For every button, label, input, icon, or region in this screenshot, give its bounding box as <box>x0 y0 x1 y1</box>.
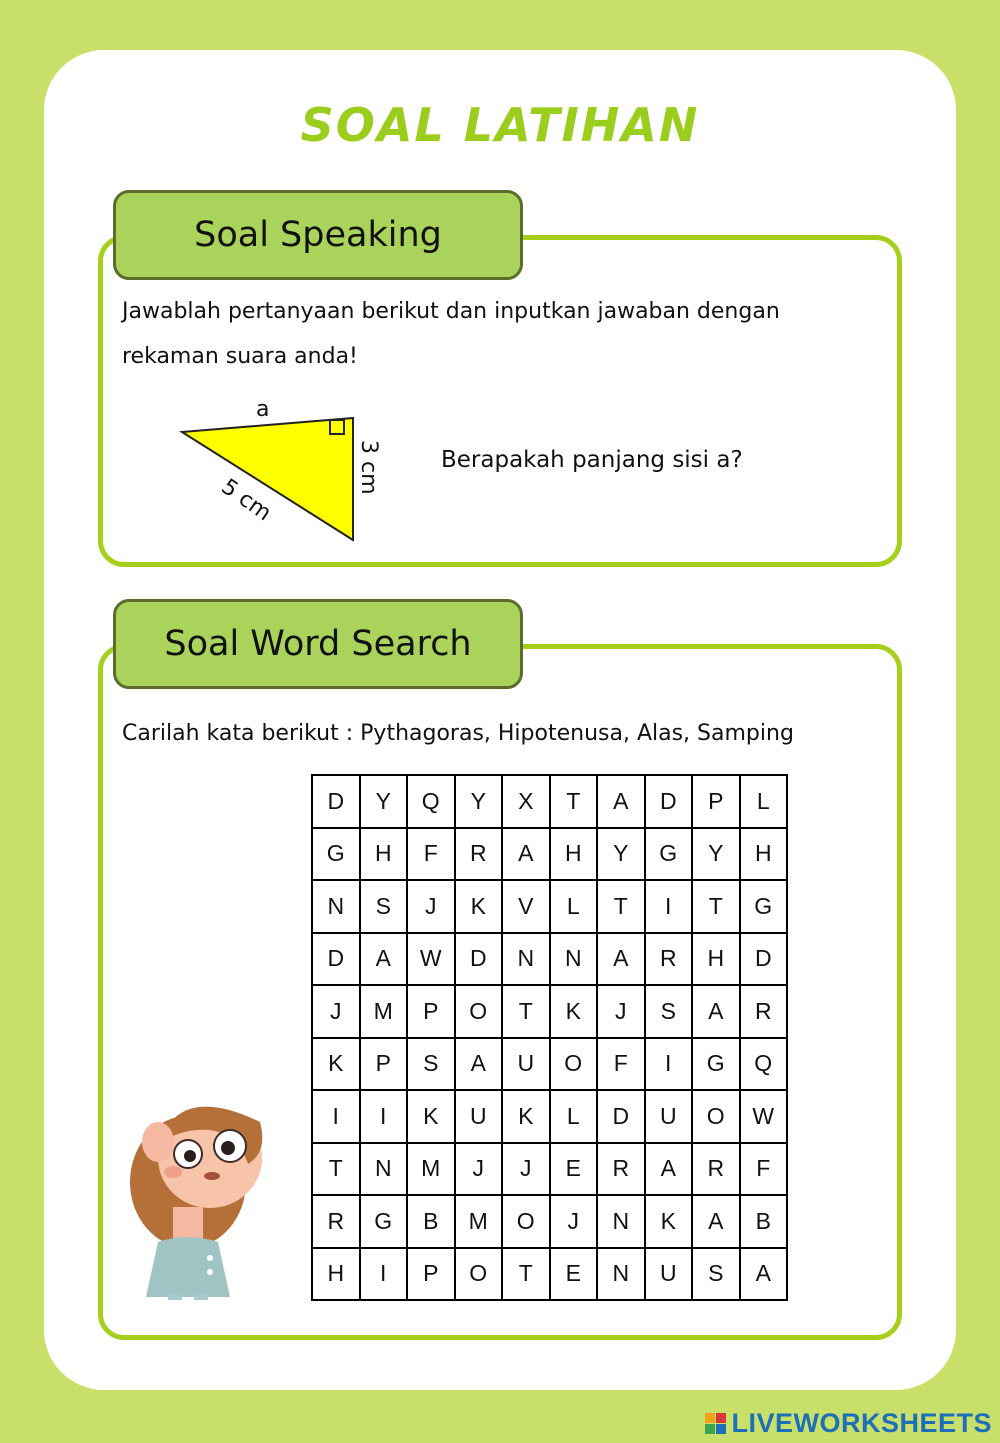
grid-cell[interactable]: U <box>645 1090 693 1143</box>
grid-cell[interactable]: O <box>550 1038 598 1091</box>
grid-cell[interactable]: G <box>740 880 788 933</box>
grid-cell[interactable]: B <box>407 1195 455 1248</box>
speaking-question: Berapakah panjang sisi a? <box>441 447 743 473</box>
grid-row <box>312 1195 787 1248</box>
grid-cell[interactable]: O <box>455 1248 503 1301</box>
wordsearch-instruction: Carilah kata berikut : Pythagoras, Hipotenusa, Alas, Samping <box>122 721 794 746</box>
grid-cell[interactable]: N <box>312 880 360 933</box>
grid-row <box>312 1038 787 1091</box>
grid-cell[interactable]: B <box>740 1195 788 1248</box>
grid-cell[interactable]: F <box>407 828 455 881</box>
wordsearch-tab <box>113 599 523 689</box>
grid-cell[interactable]: T <box>692 880 740 933</box>
grid-cell[interactable]: A <box>692 985 740 1038</box>
grid-cell[interactable]: G <box>360 1195 408 1248</box>
triangle-label-hyp: 5 cm <box>216 474 276 527</box>
grid-cell[interactable]: N <box>550 933 598 986</box>
grid-cell[interactable]: T <box>502 1248 550 1301</box>
grid-row <box>312 985 787 1038</box>
grid-cell[interactable]: I <box>645 1038 693 1091</box>
grid-cell[interactable]: D <box>740 933 788 986</box>
grid-cell[interactable]: S <box>692 1248 740 1301</box>
grid-cell[interactable]: L <box>550 1090 598 1143</box>
grid-cell[interactable]: W <box>740 1090 788 1143</box>
grid-cell[interactable]: R <box>455 828 503 881</box>
grid-cell[interactable]: I <box>360 1090 408 1143</box>
grid-row <box>312 828 787 881</box>
grid-cell[interactable]: T <box>550 775 598 828</box>
grid-cell[interactable]: M <box>407 1143 455 1196</box>
grid-cell[interactable]: G <box>645 828 693 881</box>
grid-cell[interactable]: L <box>550 880 598 933</box>
grid-cell[interactable]: U <box>455 1090 503 1143</box>
grid-row <box>312 775 787 828</box>
grid-cell[interactable]: P <box>360 1038 408 1091</box>
grid-cell[interactable]: A <box>645 1143 693 1196</box>
grid-row <box>312 1143 787 1196</box>
speaking-instruction-line1: Jawablah pertanyaan berikut dan inputkan jawaban dengan <box>122 299 780 324</box>
triangle-label-a: a <box>256 397 270 422</box>
grid-cell[interactable]: P <box>407 985 455 1038</box>
grid-cell[interactable]: R <box>597 1143 645 1196</box>
grid-cell[interactable]: K <box>407 1090 455 1143</box>
grid-cell[interactable]: I <box>645 880 693 933</box>
grid-cell[interactable]: Y <box>360 775 408 828</box>
grid-cell[interactable]: U <box>645 1248 693 1301</box>
word-search-grid <box>311 774 788 1301</box>
grid-cell[interactable]: J <box>550 1195 598 1248</box>
liveworksheets-logo-icon <box>705 1413 727 1435</box>
grid-cell[interactable]: R <box>312 1195 360 1248</box>
grid-cell[interactable]: F <box>597 1038 645 1091</box>
grid-cell[interactable]: A <box>597 933 645 986</box>
grid-cell[interactable]: T <box>597 880 645 933</box>
grid-cell[interactable]: E <box>550 1143 598 1196</box>
grid-row <box>312 880 787 933</box>
grid-cell[interactable]: R <box>740 985 788 1038</box>
grid-cell[interactable]: S <box>407 1038 455 1091</box>
grid-cell[interactable]: A <box>360 933 408 986</box>
grid-cell[interactable]: V <box>502 880 550 933</box>
grid-cell[interactable]: I <box>312 1090 360 1143</box>
grid-cell[interactable]: E <box>550 1248 598 1301</box>
speaking-instruction-line2: rekaman suara anda! <box>122 344 358 369</box>
grid-cell[interactable]: J <box>407 880 455 933</box>
grid-row <box>312 1090 787 1143</box>
grid-cell[interactable]: N <box>502 933 550 986</box>
grid-cell[interactable]: D <box>312 933 360 986</box>
grid-cell[interactable]: O <box>455 985 503 1038</box>
grid-cell[interactable]: F <box>740 1143 788 1196</box>
grid-cell[interactable]: T <box>312 1143 360 1196</box>
grid-cell[interactable]: U <box>502 1038 550 1091</box>
grid-cell[interactable]: S <box>645 985 693 1038</box>
grid-cell[interactable]: G <box>692 1038 740 1091</box>
grid-cell[interactable]: G <box>312 828 360 881</box>
speaking-tab-label: Soal Speaking <box>194 215 442 255</box>
grid-cell[interactable]: H <box>550 828 598 881</box>
grid-cell[interactable]: A <box>455 1038 503 1091</box>
grid-cell[interactable]: Y <box>692 828 740 881</box>
grid-cell[interactable]: K <box>312 1038 360 1091</box>
wordsearch-tab-label: Soal Word Search <box>164 624 472 664</box>
grid-cell[interactable]: H <box>312 1248 360 1301</box>
footer-brand <box>705 1408 992 1439</box>
grid-cell[interactable]: W <box>407 933 455 986</box>
grid-cell[interactable]: D <box>597 1090 645 1143</box>
grid-cell[interactable]: R <box>692 1143 740 1196</box>
grid-cell[interactable]: N <box>597 1195 645 1248</box>
grid-cell[interactable]: K <box>550 985 598 1038</box>
grid-row <box>312 933 787 986</box>
grid-cell[interactable]: P <box>407 1248 455 1301</box>
triangle-label-height: 3 cm <box>356 440 381 495</box>
grid-cell[interactable]: P <box>692 775 740 828</box>
grid-cell[interactable]: S <box>360 880 408 933</box>
grid-cell[interactable]: J <box>502 1143 550 1196</box>
grid-cell[interactable]: Y <box>455 775 503 828</box>
grid-cell[interactable]: K <box>455 880 503 933</box>
grid-cell[interactable]: J <box>597 985 645 1038</box>
grid-row <box>312 1248 787 1301</box>
grid-cell[interactable]: T <box>502 985 550 1038</box>
grid-cell[interactable]: L <box>740 775 788 828</box>
grid-cell[interactable]: H <box>692 933 740 986</box>
grid-cell[interactable]: D <box>312 775 360 828</box>
grid-cell[interactable]: N <box>360 1143 408 1196</box>
grid-cell[interactable]: D <box>455 933 503 986</box>
grid-cell[interactable]: M <box>360 985 408 1038</box>
grid-cell[interactable]: A <box>502 828 550 881</box>
grid-cell[interactable]: A <box>740 1248 788 1301</box>
grid-cell[interactable]: J <box>455 1143 503 1196</box>
page-title: SOAL LATIHAN <box>300 98 700 152</box>
speaking-tab <box>113 190 523 280</box>
grid-cell[interactable]: K <box>645 1195 693 1248</box>
grid-cell[interactable]: H <box>360 828 408 881</box>
grid-cell[interactable]: Y <box>597 828 645 881</box>
triangle-figure <box>170 390 400 550</box>
grid-cell[interactable]: X <box>502 775 550 828</box>
grid-cell[interactable]: R <box>645 933 693 986</box>
grid-cell[interactable]: D <box>645 775 693 828</box>
grid-cell[interactable]: O <box>692 1090 740 1143</box>
speaking-instruction <box>122 289 780 379</box>
grid-cell[interactable]: O <box>502 1195 550 1248</box>
grid-cell[interactable]: M <box>455 1195 503 1248</box>
grid-cell[interactable]: K <box>502 1090 550 1143</box>
grid-cell[interactable]: H <box>740 828 788 881</box>
grid-cell[interactable]: N <box>597 1248 645 1301</box>
grid-cell[interactable]: A <box>597 775 645 828</box>
grid-cell[interactable]: J <box>312 985 360 1038</box>
grid-cell[interactable]: A <box>692 1195 740 1248</box>
grid-cell[interactable]: Q <box>407 775 455 828</box>
footer-brand-text[interactable]: LIVEWORKSHEETS <box>731 1408 992 1438</box>
thinking-girl-illustration <box>118 1082 278 1304</box>
triangle-shape <box>182 418 353 540</box>
grid-cell[interactable]: I <box>360 1248 408 1301</box>
grid-cell[interactable]: Q <box>740 1038 788 1091</box>
